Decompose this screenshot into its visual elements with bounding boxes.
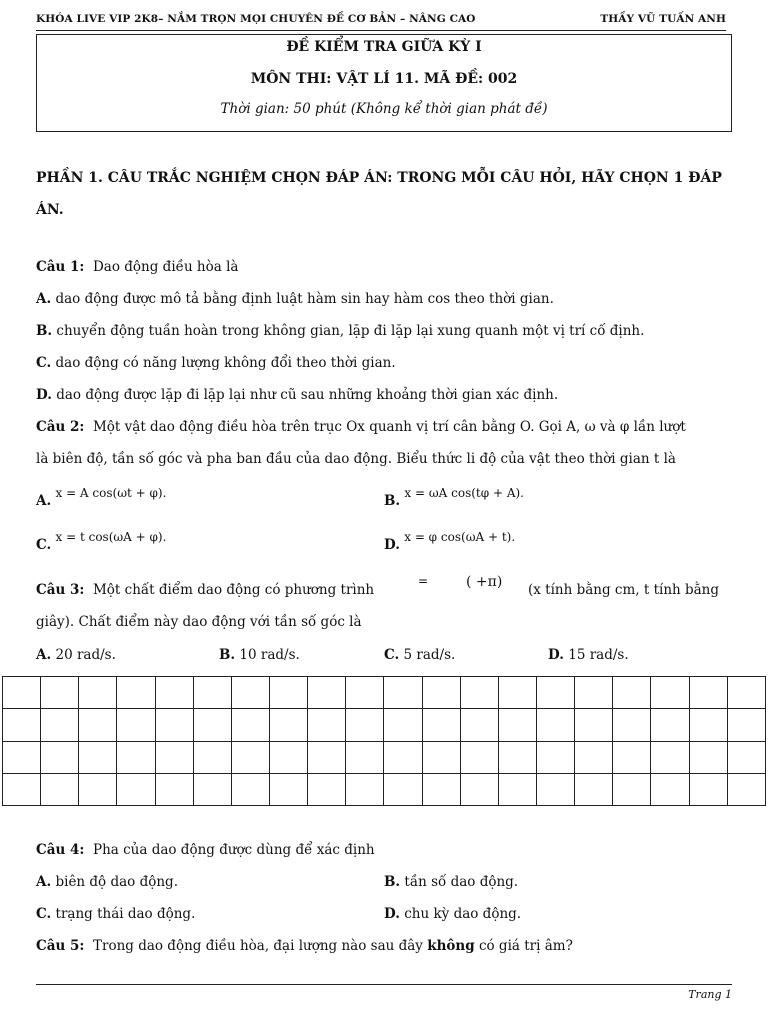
grid-cell bbox=[308, 709, 346, 741]
grid-cell bbox=[3, 773, 41, 805]
option-letter: A. bbox=[36, 493, 52, 509]
grid-cell bbox=[41, 741, 79, 773]
option-letter: C. bbox=[384, 647, 400, 663]
grid-cell bbox=[422, 677, 460, 709]
grid-row bbox=[3, 677, 766, 709]
option-letter: A. bbox=[36, 647, 52, 663]
exam-duration: Thời gian: 50 phút (Không kể thời gian phát đề) bbox=[220, 101, 548, 117]
grid-cell bbox=[727, 677, 765, 709]
grid-cell bbox=[155, 709, 193, 741]
option-text: trạng thái dao động. bbox=[55, 906, 196, 922]
grid-cell bbox=[3, 677, 41, 709]
grid-cell bbox=[536, 741, 574, 773]
grid-cell bbox=[155, 773, 193, 805]
grid-cell bbox=[613, 677, 651, 709]
question-3-text-line1: Một chất điểm dao động có phương trình bbox=[92, 582, 375, 598]
grid-cell bbox=[651, 773, 689, 805]
grid-cell bbox=[193, 741, 231, 773]
grid-cell bbox=[575, 773, 613, 805]
grid-cell bbox=[117, 773, 155, 805]
grid-cell bbox=[193, 677, 231, 709]
question-3-option-a bbox=[36, 647, 116, 663]
grid-cell bbox=[575, 677, 613, 709]
grid-cell bbox=[460, 773, 498, 805]
grid-cell bbox=[498, 709, 536, 741]
question-2-option-c bbox=[36, 529, 167, 553]
grid-row bbox=[3, 741, 766, 773]
question-5-text-before: Trong dao động điều hòa, đại lượng nào sau đây bbox=[92, 938, 423, 954]
grid-cell bbox=[422, 773, 460, 805]
grid-cell bbox=[41, 773, 79, 805]
grid-cell bbox=[308, 741, 346, 773]
option-formula: x = t cos(ωA + φ). bbox=[55, 530, 167, 544]
option-text: dao động được lặp đi lặp lại như cũ sau những khoảng thời gian xác định. bbox=[56, 387, 559, 403]
question-2-option-b bbox=[384, 485, 524, 509]
question-3-option-d bbox=[548, 647, 629, 663]
grid-row bbox=[3, 709, 766, 741]
option-letter: B. bbox=[219, 647, 236, 663]
grid-cell bbox=[613, 709, 651, 741]
question-3-option-c bbox=[384, 647, 455, 663]
question-4 bbox=[36, 842, 375, 858]
grid-cell bbox=[498, 773, 536, 805]
option-letter: C. bbox=[36, 537, 52, 553]
grid-cell bbox=[346, 741, 384, 773]
grid-cell bbox=[460, 709, 498, 741]
grid-cell bbox=[575, 741, 613, 773]
grid-cell bbox=[651, 741, 689, 773]
grid-cell bbox=[422, 709, 460, 741]
grid-cell bbox=[346, 773, 384, 805]
part-heading: PHẦN 1. CÂU TRẮC NGHIỆM CHỌN ĐÁP ÁN: TRONG MỖI CÂU HỎI, HÃY CHỌN 1 ĐÁP ÁN. bbox=[36, 170, 722, 218]
question-2-option-a bbox=[36, 485, 167, 509]
question-4-option-a bbox=[36, 874, 178, 890]
grid-cell bbox=[193, 773, 231, 805]
option-letter: B. bbox=[36, 323, 53, 339]
grid-cell bbox=[155, 677, 193, 709]
grid-cell bbox=[231, 741, 269, 773]
grid-row bbox=[3, 773, 766, 805]
question-4-label: Câu 4: bbox=[36, 842, 85, 858]
question-5-text-bold: không bbox=[427, 938, 475, 954]
option-letter: D. bbox=[384, 906, 400, 922]
header-teacher-name: THẦY VŨ TUẤN ANH bbox=[600, 13, 726, 25]
question-3-text-units: (x tính bằng cm, t tính bằng bbox=[528, 582, 720, 598]
option-letter: C. bbox=[36, 906, 52, 922]
question-3-text-line2: giây). Chất điểm này dao động với tần số góc là bbox=[36, 614, 362, 630]
option-letter: C. bbox=[36, 355, 52, 371]
grid-cell bbox=[613, 773, 651, 805]
question-4-option-c bbox=[36, 906, 195, 922]
option-letter: B. bbox=[384, 493, 401, 509]
grid-cell bbox=[269, 773, 307, 805]
option-letter: A. bbox=[36, 291, 52, 307]
question-5-label: Câu 5: bbox=[36, 938, 85, 954]
grid-cell bbox=[41, 677, 79, 709]
grid-cell bbox=[651, 677, 689, 709]
grid-cell bbox=[651, 709, 689, 741]
grid-cell bbox=[689, 709, 727, 741]
grid-cell bbox=[231, 773, 269, 805]
question-3-option-b bbox=[219, 647, 300, 663]
option-formula: x = φ cos(ωA + t). bbox=[404, 530, 516, 544]
grid-cell bbox=[727, 709, 765, 741]
option-text: 20 rad/s. bbox=[55, 647, 116, 663]
grid-cell bbox=[460, 741, 498, 773]
grid-cell bbox=[346, 709, 384, 741]
grid-cell bbox=[193, 709, 231, 741]
option-formula: x = A cos(ωt + φ). bbox=[55, 486, 167, 500]
grid-cell bbox=[727, 741, 765, 773]
option-text: 15 rad/s. bbox=[568, 647, 629, 663]
grid-cell bbox=[384, 741, 422, 773]
grid-cell bbox=[460, 677, 498, 709]
option-letter: D. bbox=[384, 537, 400, 553]
option-text: dao động được mô tả bằng định luật hàm sin hay hàm cos theo thời gian. bbox=[55, 291, 554, 307]
question-1-text: Dao động điều hòa là bbox=[92, 259, 239, 275]
option-text: dao động có năng lượng không đổi theo thời gian. bbox=[55, 355, 396, 371]
option-letter: D. bbox=[548, 647, 564, 663]
grid-cell bbox=[727, 773, 765, 805]
grid-cell bbox=[231, 709, 269, 741]
grid-cell bbox=[536, 773, 574, 805]
grid-cell bbox=[117, 741, 155, 773]
grid-cell bbox=[689, 677, 727, 709]
exam-title-box bbox=[36, 34, 732, 132]
question-2-label: Câu 2: bbox=[36, 419, 85, 435]
question-4-option-d bbox=[384, 906, 521, 922]
grid-cell bbox=[613, 741, 651, 773]
grid-cell bbox=[79, 773, 117, 805]
option-letter: A. bbox=[36, 874, 52, 890]
grid-cell bbox=[384, 677, 422, 709]
grid-cell bbox=[384, 773, 422, 805]
grid-cell bbox=[117, 677, 155, 709]
question-1 bbox=[36, 259, 238, 275]
option-text: 5 rad/s. bbox=[403, 647, 456, 663]
exam-subject-code: MÔN THI: VẬT LÍ 11. MÃ ĐỀ: 002 bbox=[250, 71, 518, 87]
grid-cell bbox=[3, 709, 41, 741]
grid-cell bbox=[41, 709, 79, 741]
grid-cell bbox=[498, 741, 536, 773]
question-5 bbox=[36, 938, 573, 954]
page-number: Trang 1 bbox=[688, 988, 732, 1001]
grid-cell bbox=[498, 677, 536, 709]
question-2-option-d bbox=[384, 529, 516, 553]
question-1-option-b bbox=[36, 323, 644, 339]
grid-cell bbox=[689, 741, 727, 773]
grid-cell bbox=[689, 773, 727, 805]
grid-cell bbox=[269, 741, 307, 773]
question-2-text-line1: Một vật dao động điều hòa trên trục Ox quanh vị trí cân bằng O. Gọi A, ω và φ lần lượt bbox=[92, 419, 686, 435]
grid-cell bbox=[117, 709, 155, 741]
grid-cell bbox=[79, 677, 117, 709]
question-1-option-d bbox=[36, 387, 558, 403]
question-3-label: Câu 3: bbox=[36, 582, 85, 598]
option-letter: B. bbox=[384, 874, 401, 890]
option-letter: D. bbox=[36, 387, 52, 403]
question-2 bbox=[36, 419, 686, 435]
option-formula: x = ωA cos(tφ + A). bbox=[404, 486, 524, 500]
grid-cell bbox=[231, 677, 269, 709]
question-1-label: Câu 1: bbox=[36, 259, 85, 275]
grid-cell bbox=[79, 741, 117, 773]
grid-cell bbox=[422, 741, 460, 773]
exam-title: ĐỀ KIỂM TRA GIỮA KỲ I bbox=[286, 39, 482, 55]
question-5-text-after: có giá trị âm? bbox=[478, 938, 573, 954]
grid-cell bbox=[346, 677, 384, 709]
empty-grid-table bbox=[2, 676, 766, 806]
grid-cell bbox=[269, 709, 307, 741]
option-text: biên độ dao động. bbox=[55, 874, 178, 890]
question-1-option-c bbox=[36, 355, 396, 371]
option-text: chuyển động tuần hoàn trong không gian, lặp đi lặp lại xung quanh một vị trí cố định. bbox=[56, 323, 645, 339]
grid-cell bbox=[79, 709, 117, 741]
grid-cell bbox=[575, 709, 613, 741]
question-3-formula-paren: ( +π) bbox=[466, 574, 503, 590]
grid-cell bbox=[536, 709, 574, 741]
grid-cell bbox=[308, 773, 346, 805]
question-3-formula-equals: = bbox=[418, 574, 429, 588]
question-4-option-b bbox=[384, 874, 518, 890]
question-4-text: Pha của dao động được dùng để xác định bbox=[92, 842, 375, 858]
grid-cell bbox=[536, 677, 574, 709]
header-course-title: KHÓA LIVE VIP 2K8– NẮM TRỌN MỌI CHUYÊN ĐỀ CƠ BẢN – NÂNG CAO bbox=[36, 13, 476, 25]
question-1-option-a bbox=[36, 291, 554, 307]
page-header bbox=[36, 12, 726, 31]
grid-cell bbox=[269, 677, 307, 709]
grid-cell bbox=[384, 709, 422, 741]
grid-cell bbox=[308, 677, 346, 709]
option-text: 10 rad/s. bbox=[239, 647, 300, 663]
question-2-text-line2: là biên độ, tần số góc và pha ban đầu của dao động. Biểu thức li độ của vật theo thời gian t là bbox=[36, 451, 676, 467]
grid-cell bbox=[3, 741, 41, 773]
question-3 bbox=[36, 582, 374, 598]
option-text: chu kỳ dao động. bbox=[404, 906, 522, 922]
footer-rule bbox=[36, 984, 732, 985]
grid-cell bbox=[155, 741, 193, 773]
option-text: tần số dao động. bbox=[404, 874, 519, 890]
